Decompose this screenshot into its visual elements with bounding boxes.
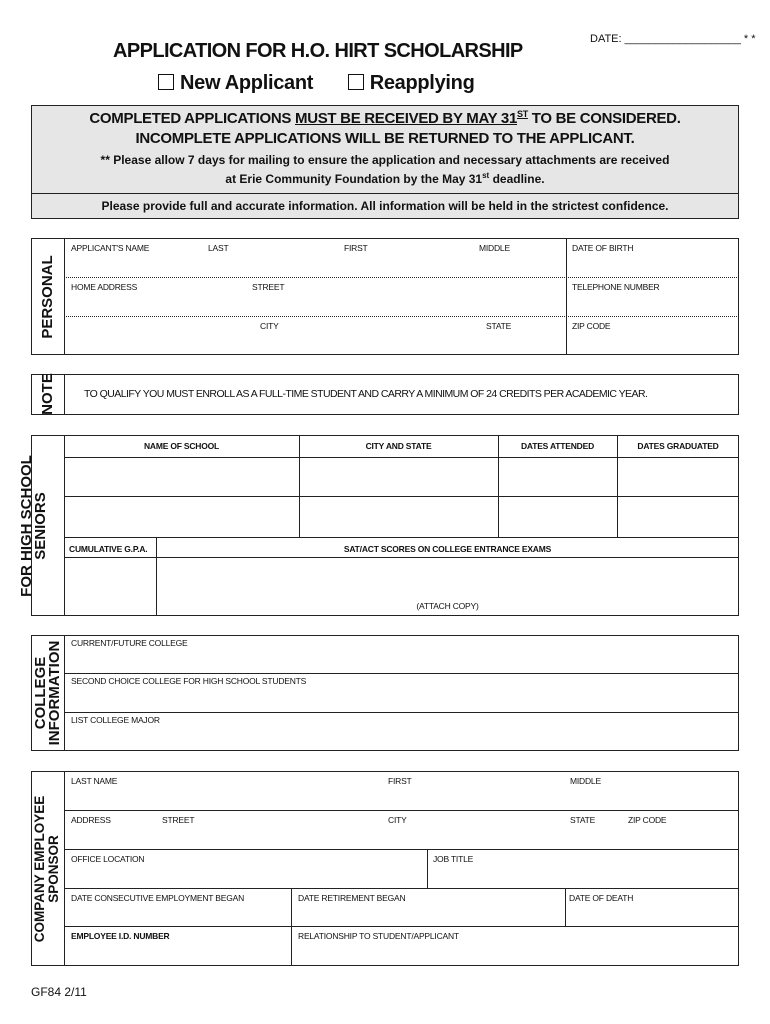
personal-side-label: PERSONAL	[39, 255, 56, 339]
highschool-side-label: FOR HIGH SCHOOL SENIORS	[18, 455, 49, 597]
college-major-field[interactable]	[65, 727, 738, 750]
employment-began-field[interactable]	[65, 905, 290, 925]
current-college-field[interactable]	[65, 650, 738, 672]
college-major-label: LIST COLLEGE MAJOR	[71, 715, 160, 725]
office-location-label: OFFICE LOCATION	[71, 854, 145, 864]
note-text: TO QUALIFY YOU MUST ENROLL AS A FULL-TIME STUDENT AND CARRY A MINIMUM OF 24 CREDITS PER ACADEMIC YEAR.	[84, 388, 648, 400]
sponsor-name-field[interactable]	[65, 788, 738, 809]
new-applicant-label: New Applicant	[180, 72, 314, 94]
date-of-death-field[interactable]	[566, 905, 738, 925]
last-name-label: LAST	[208, 243, 229, 253]
employee-id-label: EMPLOYEE I.D. NUMBER	[71, 931, 170, 941]
relationship-field[interactable]	[292, 943, 738, 965]
sponsor-side-label: COMPANY EMPLOYEE SPONSOR	[32, 795, 61, 943]
reapplying-checkbox[interactable]	[348, 72, 475, 94]
employee-id-field[interactable]	[65, 943, 290, 965]
sat-label: SAT/ACT SCORES ON COLLEGE ENTRANCE EXAMS	[343, 544, 552, 554]
sponsor-zip-label: ZIP CODE	[628, 815, 667, 825]
relationship-label: RELATIONSHIP TO STUDENT/APPLICANT	[298, 931, 459, 941]
applicant-type	[158, 72, 474, 95]
home-address-field[interactable]	[65, 291, 565, 315]
sponsor-middle-label: MIDDLE	[570, 776, 601, 786]
sponsor-last-name-label: LAST NAME	[71, 776, 118, 786]
notice-line-2: INCOMPLETE APPLICATIONS WILL BE RETURNED TO THE APPLICANT.	[135, 130, 635, 147]
middle-name-label: MIDDLE	[479, 243, 510, 253]
state-label: STATE	[486, 321, 512, 331]
college-side-label: COLLEGE INFORMATION	[32, 640, 63, 746]
school-row-1[interactable]	[65, 458, 738, 495]
retirement-began-label: DATE RETIREMENT BEGAN	[298, 893, 406, 903]
dob-label: DATE OF BIRTH	[572, 243, 634, 253]
sponsor-first-label: FIRST	[388, 776, 412, 786]
confidential-note: Please provide full and accurate information. All information will be held in the strictest confidence.	[101, 199, 669, 213]
office-location-field[interactable]	[65, 866, 426, 887]
city-label: CITY	[260, 321, 279, 331]
sponsor-city-label: CITY	[388, 815, 407, 825]
form-code: GF84 2/11	[31, 985, 87, 999]
gpa-label: CUMULATIVE G.P.A.	[69, 544, 148, 554]
col-city-state: CITY AND STATE	[365, 441, 432, 451]
city-state-field[interactable]	[65, 330, 565, 354]
dob-field[interactable]	[567, 252, 738, 276]
retirement-began-field[interactable]	[292, 905, 564, 925]
notice-line-1: COMPLETED APPLICATIONS MUST BE RECEIVED BY MAY 31ST TO BE CONSIDERED.	[89, 109, 681, 127]
street-label: STREET	[252, 282, 285, 292]
col-dates-graduated: DATES GRADUATED	[637, 441, 719, 451]
attach-copy-label: (ATTACH COPY)	[416, 601, 479, 611]
second-choice-label: SECOND CHOICE COLLEGE FOR HIGH SCHOOL STUDENTS	[71, 676, 307, 686]
job-title-label: JOB TITLE	[433, 854, 474, 864]
sponsor-state-label: STATE	[570, 815, 596, 825]
date-of-death-label: DATE OF DEATH	[569, 893, 634, 903]
page-title: APPLICATION FOR H.O. HIRT SCHOLARSHIP	[113, 40, 523, 62]
notice-line-3: ** Please allow 7 days for mailing to ensure the application and necessary attachments are received	[100, 153, 670, 167]
zip-field[interactable]	[567, 330, 738, 354]
applicant-name-label: APPLICANT'S NAME	[71, 243, 150, 253]
home-address-label: HOME ADDRESS	[71, 282, 138, 292]
second-choice-field[interactable]	[65, 688, 738, 711]
zip-label: ZIP CODE	[572, 321, 611, 331]
first-name-label: FIRST	[344, 243, 368, 253]
school-row-2[interactable]	[65, 497, 738, 536]
gpa-field[interactable]	[65, 558, 155, 615]
telephone-field[interactable]	[567, 291, 738, 315]
applicant-name-field[interactable]	[65, 252, 565, 276]
employment-began-label: DATE CONSECUTIVE EMPLOYMENT BEGAN	[71, 893, 245, 903]
notice-line-4: at Erie Community Foundation by the May 31st deadline.	[225, 171, 545, 186]
job-title-field[interactable]	[428, 866, 738, 887]
sponsor-address-field[interactable]	[65, 827, 738, 848]
date-label: DATE: ___________________ * *	[590, 33, 756, 45]
new-applicant-checkbox[interactable]	[158, 72, 313, 94]
reapplying-label: Reapplying	[369, 72, 475, 94]
sponsor-street-label: STREET	[162, 815, 195, 825]
note-side-label: NOTE	[39, 373, 56, 415]
col-school-name: NAME OF SCHOOL	[143, 441, 220, 451]
current-college-label: CURRENT/FUTURE COLLEGE	[71, 638, 188, 648]
col-dates-attended: DATES ATTENDED	[520, 441, 595, 451]
sponsor-address-label: ADDRESS	[71, 815, 111, 825]
telephone-label: TELEPHONE NUMBER	[572, 282, 660, 292]
